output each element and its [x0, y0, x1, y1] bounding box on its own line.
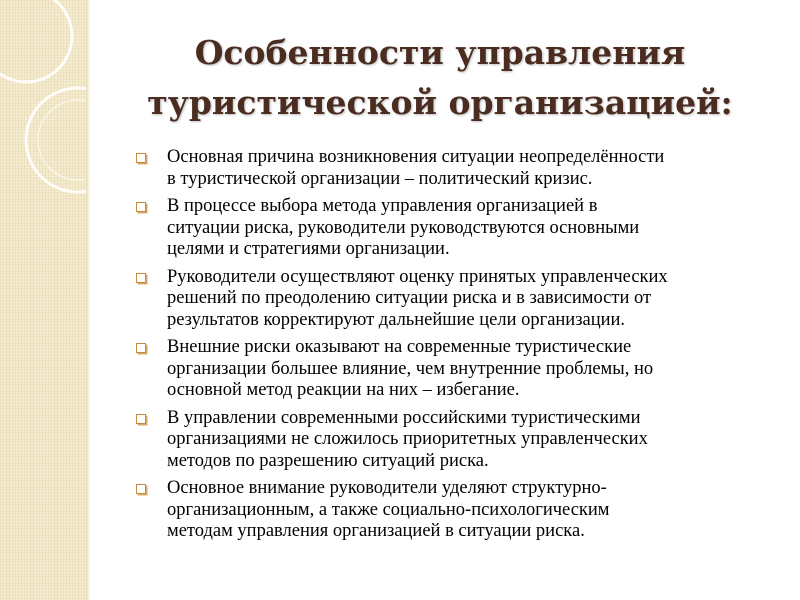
hollow-square-bullet-icon	[136, 153, 146, 163]
bullet-item	[134, 337, 774, 402]
bullet-line: целями и стратегиями организации.	[167, 239, 450, 259]
hollow-square-bullet-icon	[136, 414, 146, 424]
bullet-item	[134, 267, 774, 332]
bullet-line: В процессе выбора метода управления организацией в	[167, 196, 598, 216]
band-edge-shadow	[86, 0, 90, 600]
bullet-line: основной метод реакции на них – избегание.	[167, 380, 520, 400]
bullet-item	[134, 196, 774, 261]
bullet-item	[134, 147, 774, 190]
title-line-2: туристической организацией:	[147, 83, 733, 122]
bullet-line: В управлении современными российскими туристическими	[167, 407, 641, 428]
bullet-line: организационным, а также социально-психологическим	[167, 499, 610, 520]
hollow-square-bullet-icon	[136, 484, 146, 494]
bullet-line: в туристической организации – политический кризис.	[167, 168, 593, 189]
bullet-line: организации большее влияние, чем внутренние проблемы, но	[167, 358, 654, 379]
hollow-square-bullet-icon	[136, 273, 146, 283]
bullet-item	[134, 408, 774, 473]
bullet-list	[134, 147, 774, 549]
bullet-line: Руководители осуществляют оценку принятых управленческих	[167, 266, 668, 287]
bullet-line: организациями не сложилось приоритетных управленческих	[167, 429, 648, 449]
hollow-square-bullet-icon	[136, 343, 146, 353]
bullet-line: решений по преодолению ситуации риска и в зависимости от	[167, 288, 652, 308]
bullet-line: результатов корректируют дальнейшие цели организации.	[167, 309, 626, 330]
bullet-line: методов по разрешению ситуаций риска.	[167, 450, 489, 471]
bullet-line: методам управления организацией в ситуации риска.	[167, 521, 585, 541]
slide-title	[110, 28, 770, 128]
bullet-line: Основное внимание руководители уделяют структурно-	[167, 478, 607, 498]
bullet-line: ситуации риска, руководители руководствуются основными	[167, 217, 640, 238]
ring-circles-decoration	[0, 0, 86, 600]
bullet-line: Основная причина возникновения ситуации неопределённости	[167, 147, 665, 167]
decorative-side-band	[0, 0, 86, 600]
bullet-item	[134, 478, 774, 543]
hollow-square-bullet-icon	[136, 202, 146, 212]
bullet-line: Внешние риски оказывают на современные туристические	[167, 337, 632, 357]
title-line-1: Особенности управления	[194, 33, 686, 72]
